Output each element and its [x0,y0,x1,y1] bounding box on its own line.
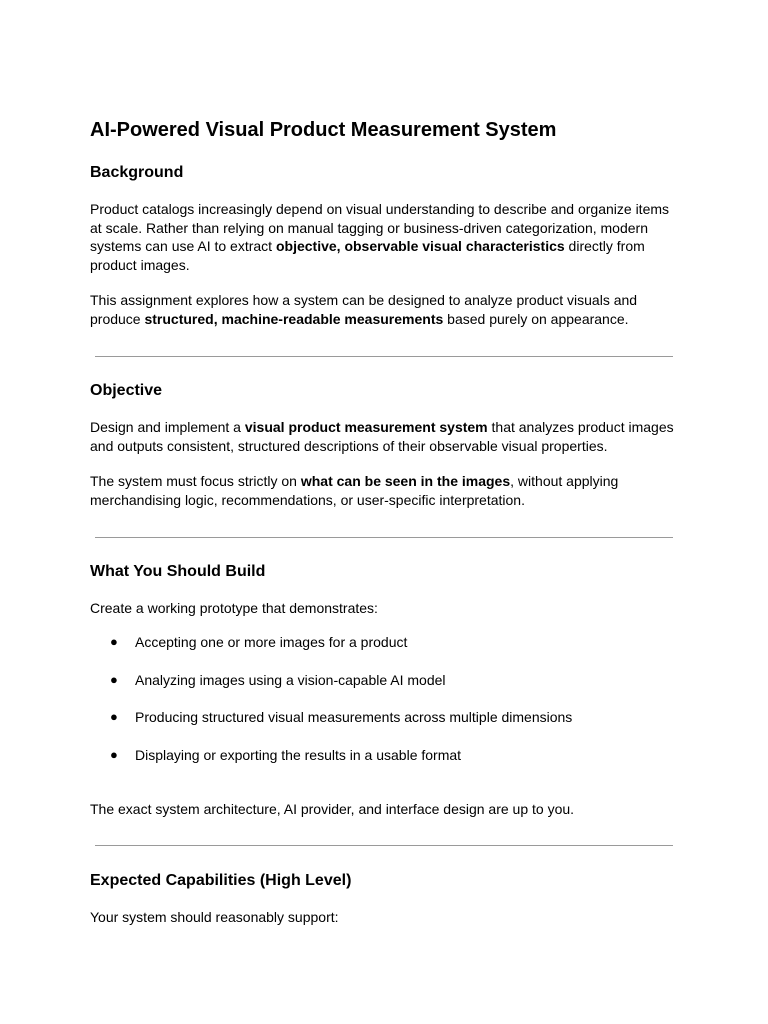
text-run: Design and implement a [90,419,245,435]
build-intro: Create a working prototype that demonstrates: [90,600,378,616]
section-heading-build: What You Should Build [90,563,266,580]
list-item [90,745,680,783]
list-item [90,707,680,745]
section-heading-background: Background [90,164,184,181]
bullet-icon: ● [110,709,118,725]
build-bullet-list [90,632,680,782]
section-heading-objective: Objective [90,382,163,399]
background-paragraph-2 [90,291,682,328]
bullet-icon: ● [110,634,118,649]
bold-text-run: structured, machine-readable measurements [144,310,444,327]
horizontal-divider [95,356,673,357]
bold-text-run: objective, observable visual characteristics [275,238,565,255]
bullet-icon: ● [110,746,118,762]
build-closing: The exact system architecture, AI provider, and interface design are up to you. [90,801,575,817]
text-run: that analyzes product images and outputs consistent, structured descriptions of their observable visual properties. [90,419,674,454]
horizontal-divider [95,845,673,846]
objective-paragraph-2 [90,472,682,509]
page-title: AI-Powered Visual Product Measurement System [90,119,557,141]
capabilities-intro: Your system should reasonably support: [90,909,339,925]
text-run: , without applying merchandising logic, recommendations, or user-specific interpretation. [90,473,619,508]
text-run: directly from product images. [90,238,645,274]
section-heading-capabilities: Expected Capabilities (High Level) [90,872,352,889]
list-item-text: Analyzing images using a vision-capable AI model [135,671,446,688]
bold-text-run: what can be seen in the images [300,473,511,489]
list-item-text: Producing structured visual measurements across multiple dimensions [135,709,573,726]
list-item [90,670,680,708]
background-paragraph-1 [90,200,682,275]
horizontal-divider [95,537,673,538]
text-run: Product catalogs increasingly depend on visual understanding to describe and organize items at scale. Rather than relying on manual tagging or business-driven categorization, modern systems can use AI to extract [90,201,670,255]
bullet-icon: ● [110,671,118,687]
list-item-text: Displaying or exporting the results in a usable format [135,746,462,763]
list-item [90,632,680,670]
text-run: based purely on appearance. [443,310,629,327]
bold-text-run: visual product measurement system [244,419,488,435]
text-run: This assignment explores how a system can be designed to analyze product visuals and produce [90,292,638,327]
text-run: The system must focus strictly on [90,473,301,489]
list-item-text: Accepting one or more images for a product [135,634,408,650]
objective-paragraph-1 [90,418,682,455]
